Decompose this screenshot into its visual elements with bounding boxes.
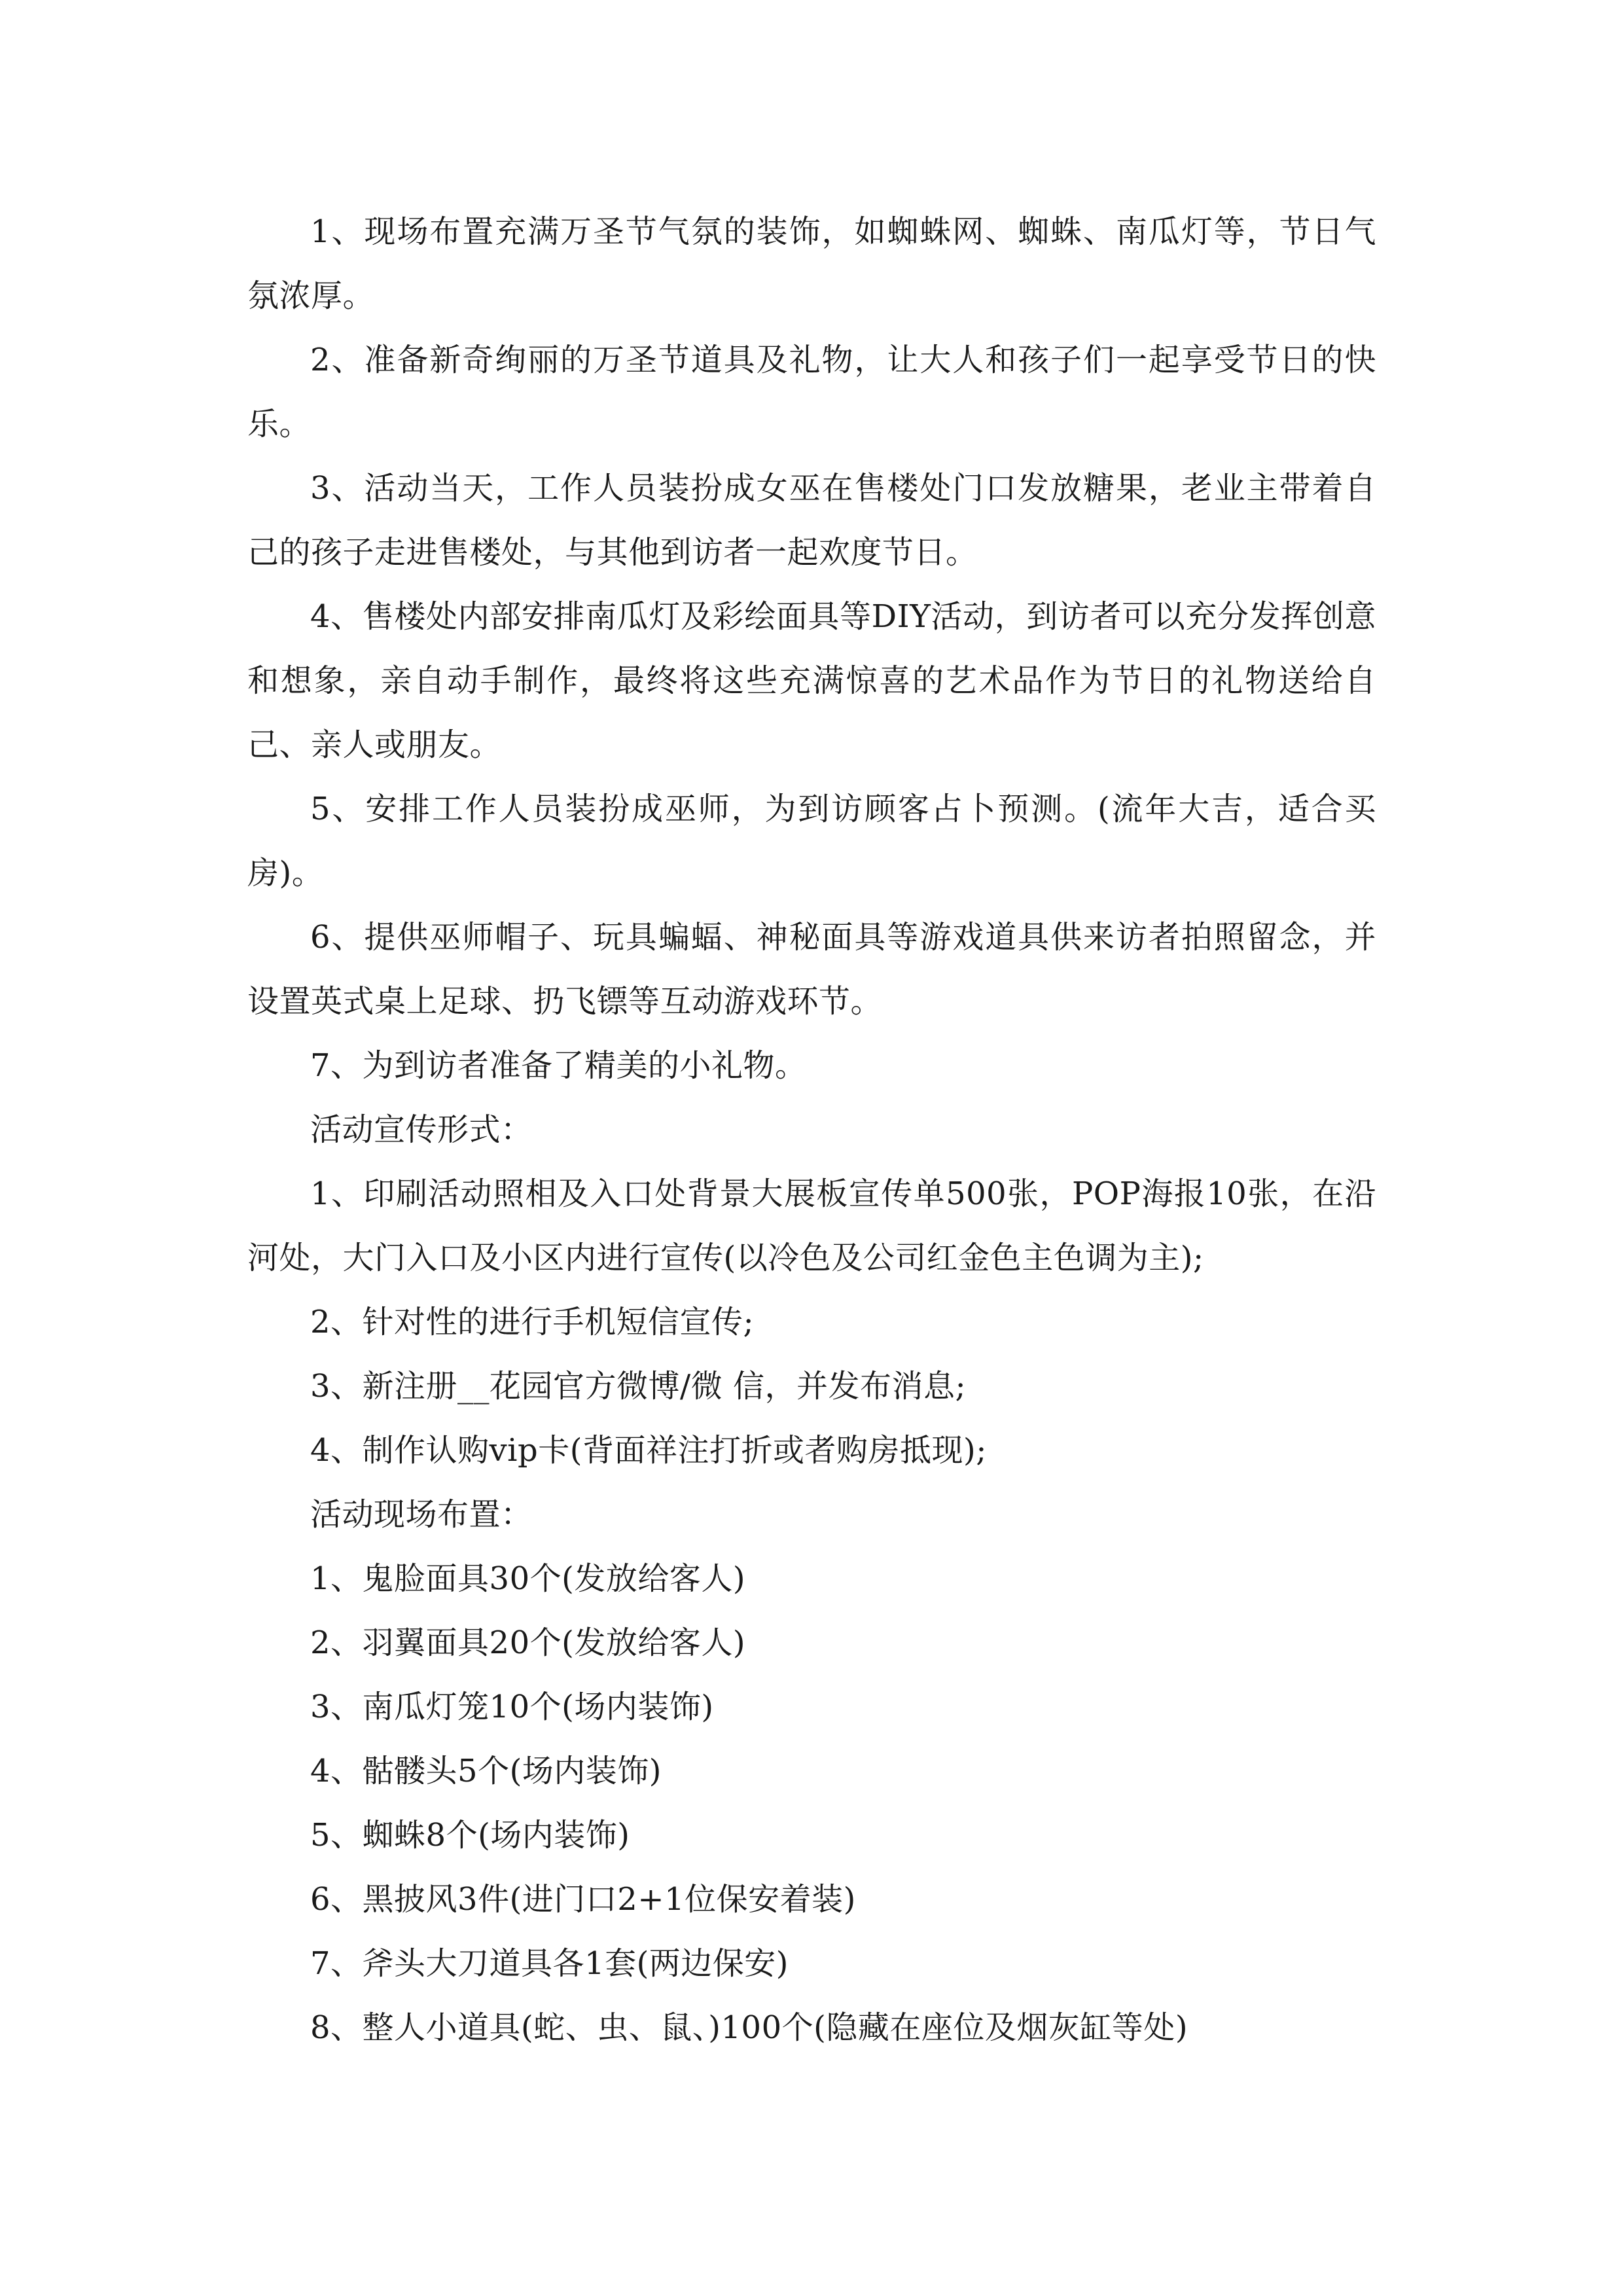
- setup-item-4: 4、骷髅头5个(场内装饰): [310, 1753, 662, 1789]
- setup-item-2: 2、羽翼面具20个(发放给客人): [310, 1624, 746, 1661]
- setup-item-7: 7、斧头大刀道具各1套(两边保安): [310, 1945, 789, 1982]
- decor-item-1: 1、现场布置充满万圣节气氛的装饰，如蜘蛛网、蜘蛛、南瓜灯等，节日气氛浓厚。: [247, 213, 1376, 314]
- setup-item-1: 1、鬼脸面具30个(发放给客人): [310, 1560, 746, 1597]
- promo-item-3: 3、新注册__花园官方微博/微 信，并发布消息;: [310, 1368, 967, 1405]
- setup-heading: 活动现场布置：: [310, 1496, 533, 1533]
- setup-item-6: 6、黑披风3件(进门口2+1位保安着装): [310, 1881, 856, 1918]
- document-body: [247, 200, 1376, 2060]
- promo-heading: 活动宣传形式：: [310, 1111, 533, 1148]
- decor-item-4: 4、售楼处内部安排南瓜灯及彩绘面具等DIY活动，到访者可以充分发挥创意和想象，亲自动手制作，最终将这些充满惊喜的艺术品作为节日的礼物送给自己、亲人或朋友。: [247, 598, 1376, 763]
- decor-item-7: 7、为到访者准备了精美的小礼物。: [310, 1047, 807, 1084]
- decor-item-6: 6、提供巫师帽子、玩具蝙蝠、神秘面具等游戏道具供来访者拍照留念，并设置英式桌上足球、扔飞镖等互动游戏环节。: [247, 919, 1376, 1020]
- promo-item-4: 4、制作认购vip卡(背面祥注打折或者购房抵现);: [310, 1432, 987, 1469]
- setup-item-8: 8、整人小道具(蛇、虫、鼠、)100个(隐藏在座位及烟灰缸等处): [310, 2009, 1188, 2046]
- decor-item-2: 2、准备新奇绚丽的万圣节道具及礼物，让大人和孩子们一起享受节日的快乐。: [247, 342, 1376, 442]
- decor-item-5: 5、安排工作人员装扮成巫师，为到访顾客占卜预测。(流年大吉，适合买房)。: [247, 791, 1376, 891]
- decor-item-3: 3、活动当天，工作人员装扮成女巫在售楼处门口发放糖果，老业主带着自己的孩子走进售楼处，与其他到访者一起欢度节日。: [247, 470, 1376, 571]
- setup-item-5: 5、蜘蛛8个(场内装饰): [310, 1817, 630, 1854]
- promo-item-1: 1、印刷活动照相及入口处背景大展板宣传单500张，POP海报10张，在沿河处，大门入口及小区内进行宣传(以冷色及公司红金色主色调为主);: [247, 1175, 1376, 1276]
- promo-item-2: 2、针对性的进行手机短信宣传;: [310, 1304, 755, 1340]
- setup-item-3: 3、南瓜灯笼10个(场内装饰): [310, 1689, 714, 1725]
